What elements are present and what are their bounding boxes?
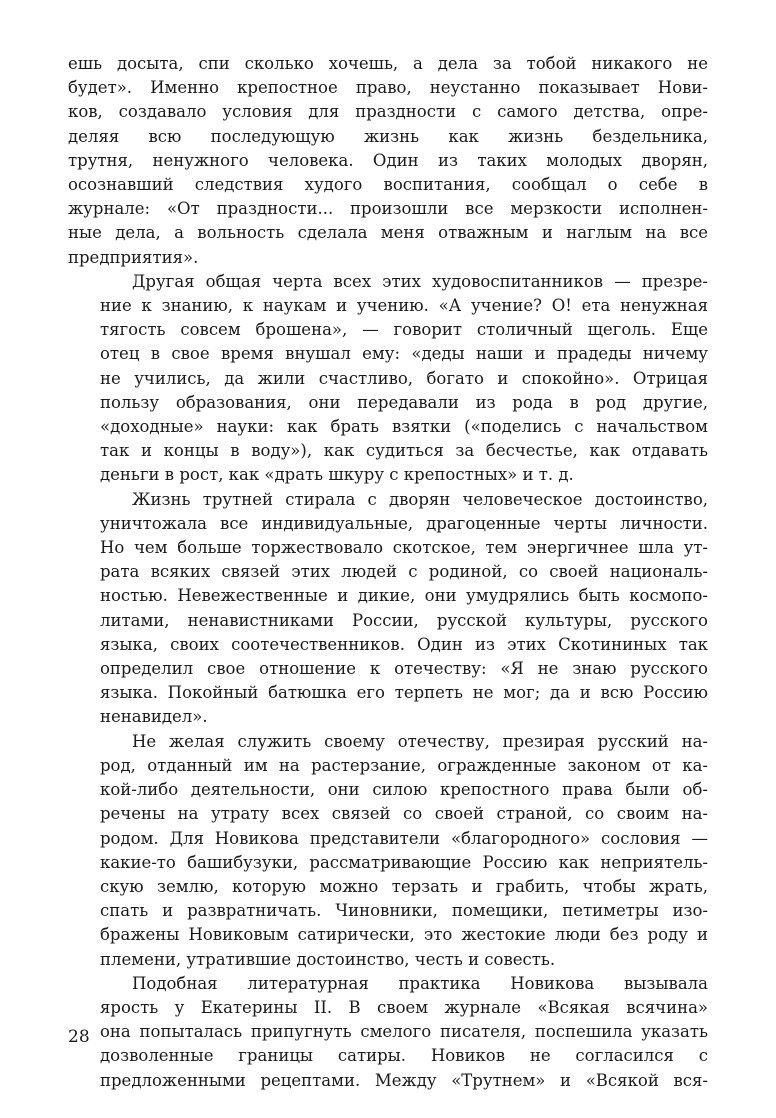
text-line: так и концы в воду»), как судиться за бесчестье, как отдавать: [100, 441, 708, 461]
text-line: будет». Именно крепостное право, неустанно показывает Нови-: [68, 78, 708, 98]
text-line: речены на утрату всех связей со своей страной, со своим на-: [100, 804, 708, 824]
text-line: ярость у Екатерины II. В своем журнале «Всякая всячина»: [100, 997, 708, 1017]
text-line: Но чем больше торжествовало скотское, тем энергичнее шла ут-: [100, 538, 708, 558]
text-line: деляя всю последующую жизнь как жизнь бездельника,: [68, 126, 708, 146]
text-line: ностью. Невежественные и дикие, они умудрялись быть космопо-: [100, 586, 708, 606]
text-line: «доходные» науки: как брать взятки («поделись с начальством: [100, 417, 708, 437]
text-line: ные дела, а вольность сделала меня отважным и наглым на все: [68, 223, 708, 243]
text-line: отец в свое время внушал ему: «деды наши и прадеды ничему: [100, 344, 708, 364]
text-line: журнале: «От праздности... произошли все мерзкости исполнен-: [68, 199, 708, 219]
paragraph: [68, 730, 708, 972]
text-line: спать и развратничать. Чиновники, помещики, петиметры изо-: [100, 901, 708, 921]
text-line: не учились, да жили счастливо, богато и спокойно». Отрицая: [100, 368, 708, 388]
text-line: осознавший следствия худого воспитания, сообщал о себе в: [68, 175, 708, 195]
text-line: языка, своих соотечественников. Один из этих Скотининых так: [100, 634, 708, 654]
text-line: родом. Для Новикова представители «благородного» сословия —: [100, 828, 708, 848]
text-line: кой-либо деятельности, они силою крепостного права были об-: [100, 780, 708, 800]
paragraph: [68, 488, 708, 730]
text-line: Жизнь трутней стирала с дворян человеческое достоинство,: [132, 489, 708, 509]
text-line: литами, ненавистниками России, русской культуры, русского: [100, 610, 708, 630]
text-line: определил свое отношение к отечеству: «Я не знаю русского: [100, 659, 708, 679]
text-line: она попыталась припугнуть смелого писателя, поспешила указать: [100, 1022, 708, 1042]
text-line: Подобная литературная практика Новикова вызывала: [132, 973, 708, 993]
text-line: бражены Новиковым сатирически, это жестокие люди без роду и: [100, 925, 708, 945]
text-line: пользу образования, они передавали из рода в род другие,: [100, 392, 708, 412]
paragraph: [68, 972, 708, 1093]
text-line: род, отданный им на растерзание, огражденные законом от ка-: [100, 755, 708, 775]
text-line: ков, создавало условия для праздности с самого детства, опре-: [68, 102, 708, 122]
text-line: Не желая служить своему отечеству, презирая русский на-: [132, 731, 708, 751]
text-line: предприятия».: [68, 247, 199, 267]
text-line: дозволенные границы сатиры. Новиков не согласился с: [100, 1046, 708, 1066]
paragraph: [68, 52, 708, 270]
text-line: ние к знанию, к наукам и учению. «А учение? О! ета ненужная: [100, 296, 708, 316]
text-line: предложенными рецептами. Между «Трутнем» и «Всякой вся-: [100, 1070, 708, 1090]
text-line: ешь досыта, спи сколько хочешь, а дела за тобой никакого не: [68, 54, 708, 73]
text-line: племени, утратившие достоинство, честь и совесть.: [100, 949, 556, 969]
text-line: какие-то башибузуки, рассматривающие Россию как неприятель-: [100, 852, 708, 872]
text-line: трутня, ненужного человека. Один из таких молодых дворян,: [68, 150, 708, 170]
text-line: рата всяких связей этих людей с родиной, со своей националь-: [100, 562, 708, 582]
text-line: тягость совсем брошена», — говорит столичный щеголь. Еще: [100, 320, 708, 340]
text-line: ненавидел».: [100, 707, 208, 727]
text-line: Другая общая черта всех этих худовоспитанников — презре-: [132, 271, 708, 291]
text-line: деньги в рост, как «драть шкуру с крепостных» и т. д.: [100, 465, 574, 485]
page-text: [68, 52, 708, 1093]
page-number: 28: [68, 1027, 90, 1047]
paragraph: [68, 270, 708, 488]
text-line: языка. Покойный батюшка его терпеть не мог; да и всю Россию: [100, 683, 708, 703]
text-line: уничтожала все индивидуальные, драгоценные черты личности.: [100, 513, 708, 533]
text-line: скую землю, которую можно терзать и грабить, чтобы жрать,: [100, 876, 708, 896]
